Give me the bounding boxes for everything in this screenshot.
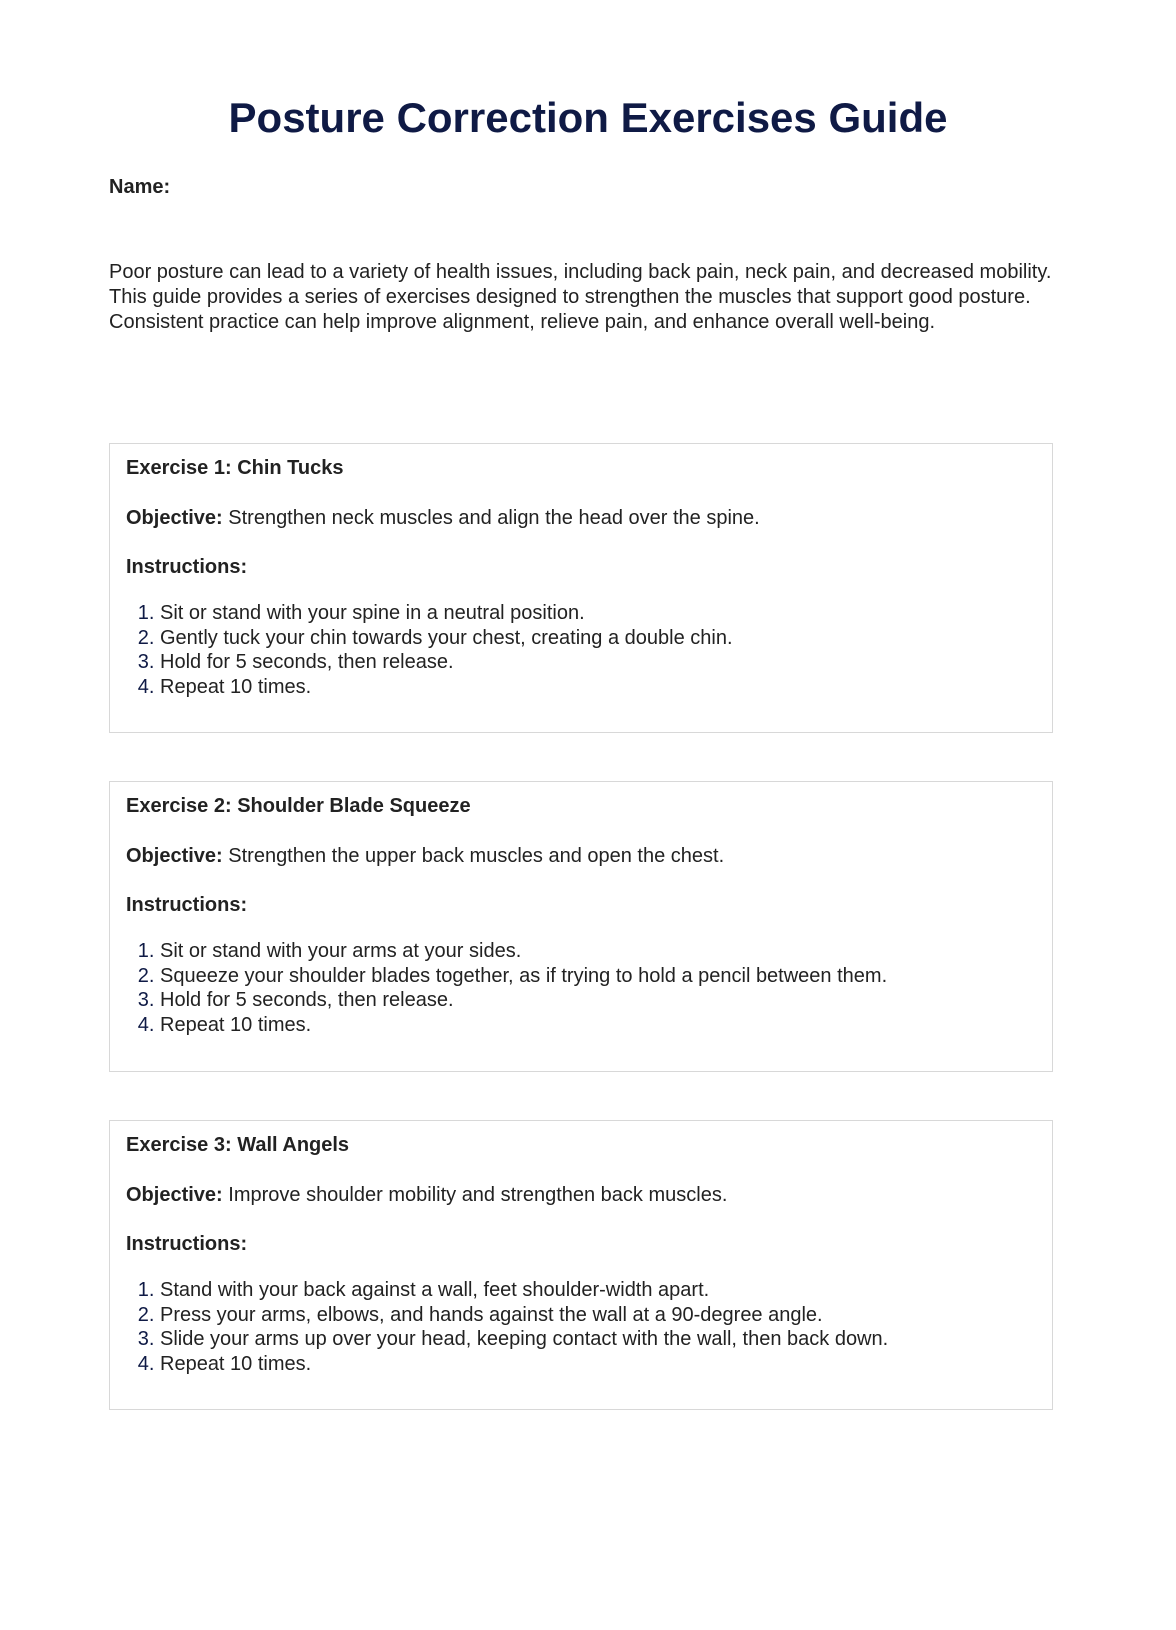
list-item: 4. Repeat 10 times. <box>160 675 1036 700</box>
exercise-card <box>109 1120 1053 1410</box>
list-item: 2. Gently tuck your chin towards your chest, creating a double chin. <box>160 626 1036 651</box>
objective-label: Objective: <box>126 1184 223 1206</box>
list-item: 3. Slide your arms up over your head, keeping contact with the wall, then back down. <box>160 1327 1036 1352</box>
intro-paragraph: Poor posture can lead to a variety of health issues, including back pain, neck pain, and decreased mobility. This guide provides a series of exercises designed to strengthen the muscles that support good posture. Consistent practice can help improve alignment, relieve pain, and enhance overall well-being. <box>109 261 1052 333</box>
objective-text: Improve shoulder mobility and strengthen back muscles. <box>222 1184 728 1206</box>
objective-label: Objective: <box>126 845 223 867</box>
list-item: 1. Sit or stand with your spine in a neutral position. <box>160 601 1036 626</box>
objective-text: Strengthen neck muscles and align the head over the spine. <box>222 507 760 529</box>
list-item: 2. Press your arms, elbows, and hands against the wall at a 90-degree angle. <box>160 1303 1036 1328</box>
exercise-title: Exercise 1: Chin Tucks <box>126 457 344 479</box>
list-item: 3. Hold for 5 seconds, then release. <box>160 650 1036 675</box>
exercise-card <box>109 781 1053 1072</box>
instructions-label: Instructions: <box>126 1233 248 1255</box>
instructions-label: Instructions: <box>126 894 248 916</box>
instructions-list <box>126 939 1036 1037</box>
exercise-card <box>109 443 1053 733</box>
exercise-title: Exercise 2: Shoulder Blade Squeeze <box>126 795 471 817</box>
instructions-list <box>126 1278 1036 1376</box>
list-item: 3. Hold for 5 seconds, then release. <box>160 988 1036 1013</box>
objective-label: Objective: <box>126 507 223 529</box>
name-label: Name: <box>109 176 171 198</box>
exercise-title: Exercise 3: Wall Angels <box>126 1134 350 1156</box>
objective-text: Strengthen the upper back muscles and open the chest. <box>222 845 725 867</box>
page-title: Posture Correction Exercises Guide <box>228 94 948 141</box>
list-item: 2. Squeeze your shoulder blades together, as if trying to hold a pencil between them. <box>160 964 1036 989</box>
list-item: 4. Repeat 10 times. <box>160 1352 1036 1377</box>
instructions-list <box>126 601 1036 699</box>
list-item: 1. Stand with your back against a wall, feet shoulder-width apart. <box>160 1278 1036 1303</box>
list-item: 1. Sit or stand with your arms at your sides. <box>160 939 1036 964</box>
list-item: 4. Repeat 10 times. <box>160 1013 1036 1038</box>
exercise-objective <box>126 1183 1036 1207</box>
instructions-label: Instructions: <box>126 556 248 578</box>
exercise-objective <box>126 844 1036 868</box>
exercise-objective <box>126 506 1036 530</box>
